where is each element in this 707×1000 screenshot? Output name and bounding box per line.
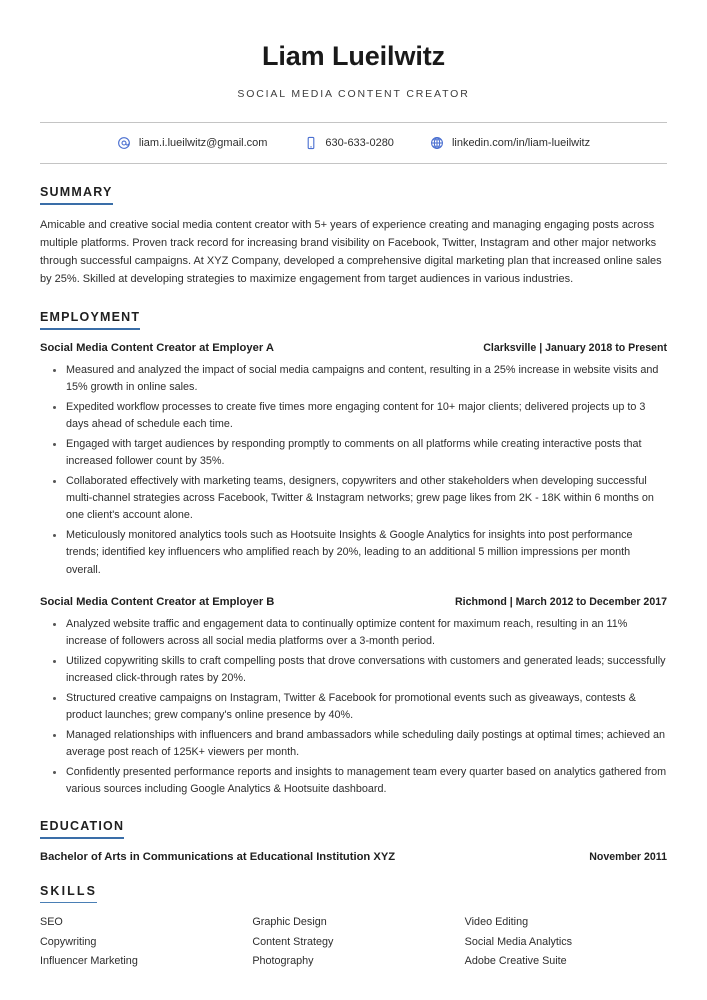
contact-phone[interactable] [303,135,394,150]
employment-bullet: Confidently presented performance reports and insights to management team every quarter based on analytics gathered from various sources including Google Analytics & Hootsuite dashboard. [66,764,667,799]
employment-job-title: Social Media Content Creator at Employer A [40,341,274,354]
education-entry [40,851,667,863]
employment-entry-header [40,596,667,608]
skills-column [40,913,242,970]
contact-phone-value: 630-633-0280 [325,136,394,149]
contact-linkedin[interactable] [430,135,590,150]
employment-bullet: Meticulously monitored analytics tools such as Hootsuite Insights & Google Analytics for insights into post performance trends; identified key influencers who amplified reach by 20%, leading to an additional 5 million impressions per month overall. [66,527,667,579]
section-skills [40,882,667,970]
skills-grid [40,913,667,970]
section-title-employment: EMPLOYMENT [40,310,140,330]
skills-column [252,913,454,970]
employment-bullet: Measured and analyzed the impact of social media campaigns and content, resulting in a 25% increase in website visits and 15% growth in online sales. [66,362,667,397]
summary-text: Amicable and creative social media content creator with 5+ years of experience creating and managing engaging posts across multiple platforms. Proven track record for increasing brand visibility on Facebook, Twitter, Instagram and other major networks through successful campaigns. At XYZ Company, developed a comprehensive digital marketing plan that increased online sales by 25%. Skilled at developing strategies to maximize engagement from target audiences in various industries. [40,219,662,285]
employment-bullet-list [40,616,667,799]
employment-bullet: Utilized copywriting skills to craft compelling posts that drove conversations with customers and generated leads; successfully increased click-through rates by 20%. [66,653,667,688]
employment-bullet: Collaborated effectively with marketing teams, designers, copywriters and other stakeholders when developing successful multi-channel strategies across Facebook, Twitter & Instagram networks; grew page likes from 2K - 18K within 6 months on one client's account alone. [66,473,667,525]
employment-bullet-list [40,362,667,579]
skill-item: Adobe Creative Suite [464,954,567,967]
contact-email-value: liam.i.lueilwitz@gmail.com [138,136,268,149]
skill-item: Influencer Marketing [40,954,138,967]
section-title-education: EDUCATION [40,819,124,839]
skills-column [465,913,667,970]
education-degree: Bachelor of Arts in Communications at Educational Institution XYZ [40,851,396,864]
education-date: November 2011 [589,851,667,864]
at-sign-icon [117,135,132,150]
employment-bullet: Structured creative campaigns on Instagram, Twitter & Facebook for promotional events such as giveaways, contests & product launches; grew company's online presence by 40%. [66,690,667,725]
section-employment [40,308,667,799]
employment-entry [40,342,667,579]
resume-header [40,0,667,100]
employment-location-dates: Clarksville | January 2018 to Present [483,341,667,354]
employment-bullet: Expedited workflow processes to create five times more engaging content for 10+ major clients; delivered projects up to 3 days ahead of schedule each time. [66,399,667,434]
skill-item: Copywriting [40,935,97,948]
section-title-summary: SUMMARY [40,185,113,205]
mobile-phone-icon [303,135,318,150]
section-title-skills: SKILLS [40,884,97,903]
contact-row [40,123,667,163]
employment-entry [40,596,667,799]
candidate-name: Liam Lueilwitz [261,41,446,71]
section-education [40,817,667,863]
employment-job-title: Social Media Content Creator at Employer B [40,595,275,608]
globe-icon [430,135,445,150]
candidate-job-title: SOCIAL MEDIA CONTENT CREATOR [237,88,470,101]
contact-linkedin-value: linkedin.com/in/liam-lueilwitz [451,136,591,149]
employment-bullet: Analyzed website traffic and engagement data to continually optimize content for maximum reach, resulting in an 11% increase of followers across all social media platforms over a 3-month period. [66,616,667,651]
skill-item: SEO [40,916,63,929]
employment-entry-header [40,342,667,354]
employment-location-dates: Richmond | March 2012 to December 2017 [455,595,667,608]
skill-item: Photography [252,954,314,967]
employment-bullet: Managed relationships with influencers and brand ambassadors while scheduling daily postings at optimal times; achieved an average post reach of 125K+ viewers per month. [66,727,667,762]
skill-item: Content Strategy [252,935,334,948]
contact-email[interactable] [117,135,268,150]
header-divider-bottom [40,163,667,164]
skill-item: Social Media Analytics [464,935,573,948]
skill-item: Video Editing [464,916,529,929]
skill-item: Graphic Design [252,916,327,929]
section-summary [40,183,667,288]
employment-bullet: Engaged with target audiences by responding promptly to comments on all platforms while creating interactive posts that increased follower count by 35%. [66,436,667,471]
